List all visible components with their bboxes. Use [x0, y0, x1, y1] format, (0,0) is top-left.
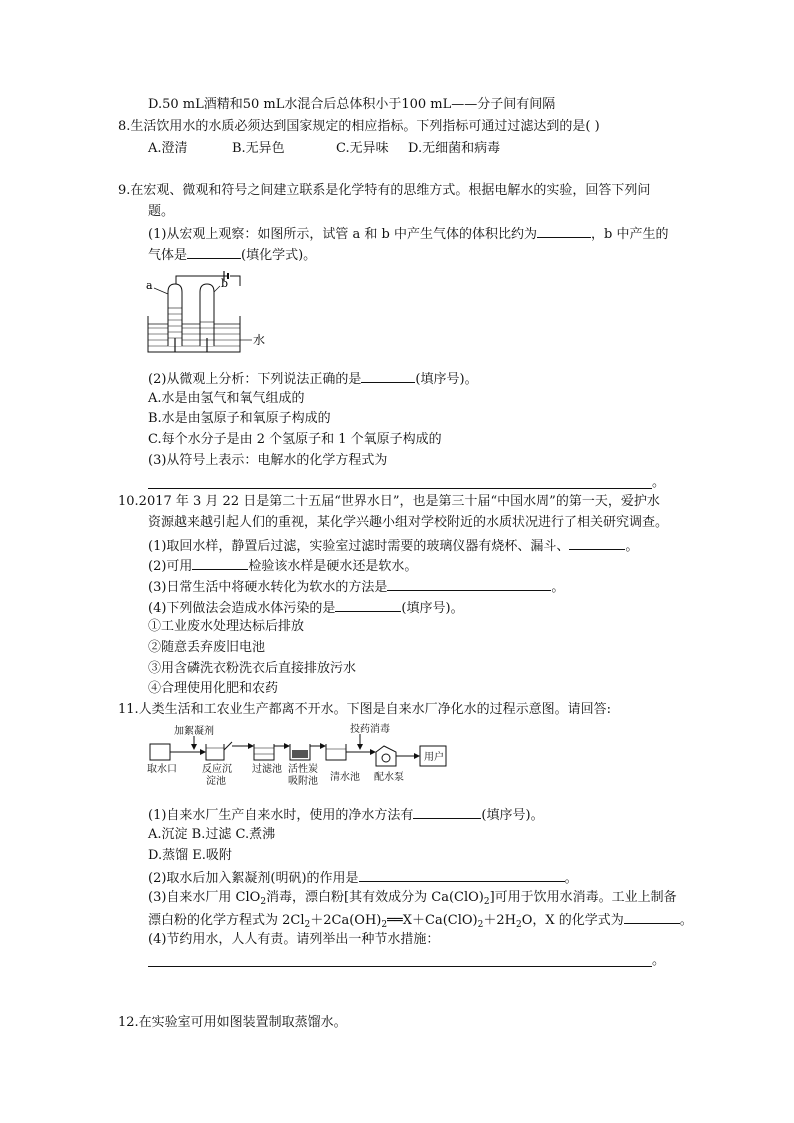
tube-b-label: b [221, 277, 229, 290]
q9-part2-option-a: A.水是由氢气和氧气组成的 [148, 391, 305, 406]
q10-glass-instrument-blank[interactable] [569, 536, 625, 550]
q11-equation-text-d: ＋2H [483, 913, 516, 928]
q11-part1-tail: (填序号)。 [481, 808, 544, 823]
flow-pump-label: 配水泵 [374, 772, 404, 783]
q11-part1 [148, 805, 544, 824]
q8-option-c: C.无异味 [336, 141, 389, 156]
q9-part1-line2 [148, 245, 316, 264]
q10-part3-end: 。 [551, 580, 565, 595]
q8-option-b: B.无异色 [232, 141, 285, 156]
q9-part2-option-c: C.每个水分子是由 2 个氢原子和 1 个氧原子构成的 [148, 432, 442, 447]
q9-part1-line1 [148, 224, 669, 243]
q10-part2-text-a: (2)可用 [148, 559, 193, 574]
subscript-2: 2 [304, 920, 311, 930]
flow-carbon-tank-label-2: 吸附池 [288, 776, 318, 787]
q9-part2-option-b: B.水是由氢原子和氧原子构成的 [148, 411, 331, 426]
q9-stem-line1: 9.在宏观、微观和符号之间建立联系是化学特有的思维方式。根据电解水的实验，回答下列问 [118, 183, 651, 198]
q10-item-4: ④合理使用化肥和农药 [148, 681, 279, 696]
flow-filter-tank-label: 过滤池 [252, 764, 282, 775]
q11-part2-end: 。 [564, 871, 578, 886]
q10-part3 [148, 577, 564, 596]
q11-part3-end: 。 [679, 913, 693, 928]
q11-equation-text-c: ══X＋Ca(ClO) [387, 913, 478, 928]
electrolysis-figure [144, 268, 274, 356]
q9-gas-formula-blank[interactable] [187, 245, 241, 259]
q9-stem-line2: 题。 [148, 204, 175, 219]
q12-stem: 12.在实验室可用如图装置制取蒸馏水。 [118, 1015, 347, 1030]
q9-part2-blank[interactable] [361, 369, 415, 383]
q11-part3-text-c: ]可用于饮用水消毒。工业上制备 [489, 890, 677, 905]
q9-part3: (3)从符号上表示：电解水的化学方程式为 [148, 453, 388, 468]
q10-part1-text: (1)取回水样，静置后过滤，实验室过滤时需要的玻璃仪器有烧杯、漏斗、 [148, 539, 570, 554]
q10-item-1: ①工业废水处理达标后排放 [148, 619, 305, 634]
q8-stem: 8.生活饮用水的水质必须达到国家规定的相应指标。下列指标可通过过滤达到的是( ) [118, 119, 600, 134]
flow-clear-tank-label: 清水池 [330, 772, 360, 783]
q10-softening-blank[interactable] [387, 577, 551, 591]
q11-equation-text-e: O，X 的化学式为 [521, 913, 624, 928]
q10-part4-text: (4)下列做法会造成水体污染的是 [148, 601, 336, 616]
tube-a-label: a [146, 279, 153, 292]
flow-carbon-tank-label-1: 活性炭 [288, 764, 318, 775]
q9-part1-text-d: (填化学式)。 [241, 248, 317, 263]
flow-disinfect-label: 投药消毒 [350, 724, 390, 735]
q10-part4-tail: (填序号)。 [401, 601, 464, 616]
q11-equation-text-b: ＋2Ca(OH) [310, 913, 382, 928]
q11-part2 [148, 868, 578, 887]
q10-reagent-blank[interactable] [192, 556, 248, 570]
q9-volume-ratio-blank[interactable] [537, 224, 591, 238]
q11-part3-text-b: 消毒，漂白粉[其有效成分为 Ca(ClO) [266, 890, 484, 905]
q11-x-formula-blank[interactable] [624, 910, 680, 924]
flow-user-label: 用户 [424, 752, 444, 763]
q9-part3-end: 。 [652, 475, 666, 490]
q11-part4: (4)节约用水，人人有责。请列举出一种节水措施： [148, 932, 440, 947]
q10-stem-line1: 10.2017 年 3 月 22 日是第二十五届“世界水日”，也是第三十届“中国水周”的第一天，爱护水 [118, 494, 660, 509]
q10-part3-text: (3)日常生活中将硬水转化为软水的方法是 [148, 580, 388, 595]
water-label: 水 [253, 333, 266, 347]
q11-water-saving-blank[interactable] [148, 966, 652, 967]
q11-part4-end: 。 [652, 953, 666, 968]
q9-part1-text-c: 气体是 [148, 248, 188, 263]
q11-part1-options-line2: D.蒸馏 E.吸附 [148, 848, 232, 863]
q11-methods-blank[interactable] [413, 805, 481, 819]
q8-option-d: D.无细菌和病毒 [408, 141, 501, 156]
q9-part2-tail: (填序号)。 [415, 372, 478, 387]
q11-equation-text-a: 漂白粉的化学方程式为 2Cl [148, 913, 305, 928]
subscript-2: 2 [381, 920, 388, 930]
q10-part1-end: 。 [625, 539, 639, 554]
q8-option-a: A.澄清 [148, 141, 188, 156]
q11-stem: 11.人类生活和工农业生产都离不开水。下图是自来水厂净化水的过程示意图。请回答: [118, 702, 612, 717]
q11-part2-text: (2)取水后加入絮凝剂(明矾)的作用是 [148, 871, 359, 886]
flow-add-coagulant-label: 加絮凝剂 [174, 726, 214, 737]
q10-item-3: ③用含磷洗衣粉洗衣后直接排放污水 [148, 661, 357, 676]
q10-part2-text-b: 检验该水样是硬水还是软水。 [248, 559, 418, 574]
q10-stem-line2: 资源越来越引起人们的重视，某化学兴趣小组对学校附近的水质状况进行了相关研究调查。 [148, 515, 669, 530]
q11-coagulant-blank[interactable] [359, 868, 565, 882]
flow-intake-label: 取水口 [147, 764, 177, 775]
q11-part1-options-line1: A.沉淀 B.过滤 C.煮沸 [148, 827, 276, 842]
q9-part1-text-a: (1)从宏观上观察：如图所示，试管 a 和 b 中产生气体的体积比约为 [148, 227, 538, 242]
flow-reaction-tank-label-2: 淀池 [206, 776, 226, 787]
q10-pollution-blank[interactable] [335, 598, 401, 612]
water-treatment-flow-diagram [144, 722, 454, 794]
q10-part4 [148, 598, 464, 617]
subscript-2: 2 [260, 897, 267, 907]
q11-part3-text-a: (3)自来水厂用 ClO [148, 890, 261, 905]
q9-part1-text-b: ，b 中产生的 [591, 227, 669, 242]
q10-item-2: ②随意丢弃废旧电池 [148, 640, 266, 655]
subscript-2: 2 [483, 897, 490, 907]
q9-part2 [148, 369, 478, 388]
q11-part1-text: (1)自来水厂生产自来水时，使用的净水方法有 [148, 808, 414, 823]
q7-option-d: D.50 mL酒精和50 mL水混合后总体积小于100 mL——分子间有间隔 [148, 97, 556, 112]
q10-part2 [148, 556, 417, 575]
subscript-2: 2 [477, 920, 484, 930]
subscript-2: 2 [515, 920, 522, 930]
q10-part1 [148, 536, 638, 555]
q9-equation-blank[interactable] [148, 488, 652, 489]
q9-part2-text: (2)从微观上分析：下列说法正确的是 [148, 372, 362, 387]
q11-part3-line1 [148, 889, 677, 911]
flow-reaction-tank-label-1: 反应沉 [202, 764, 232, 775]
